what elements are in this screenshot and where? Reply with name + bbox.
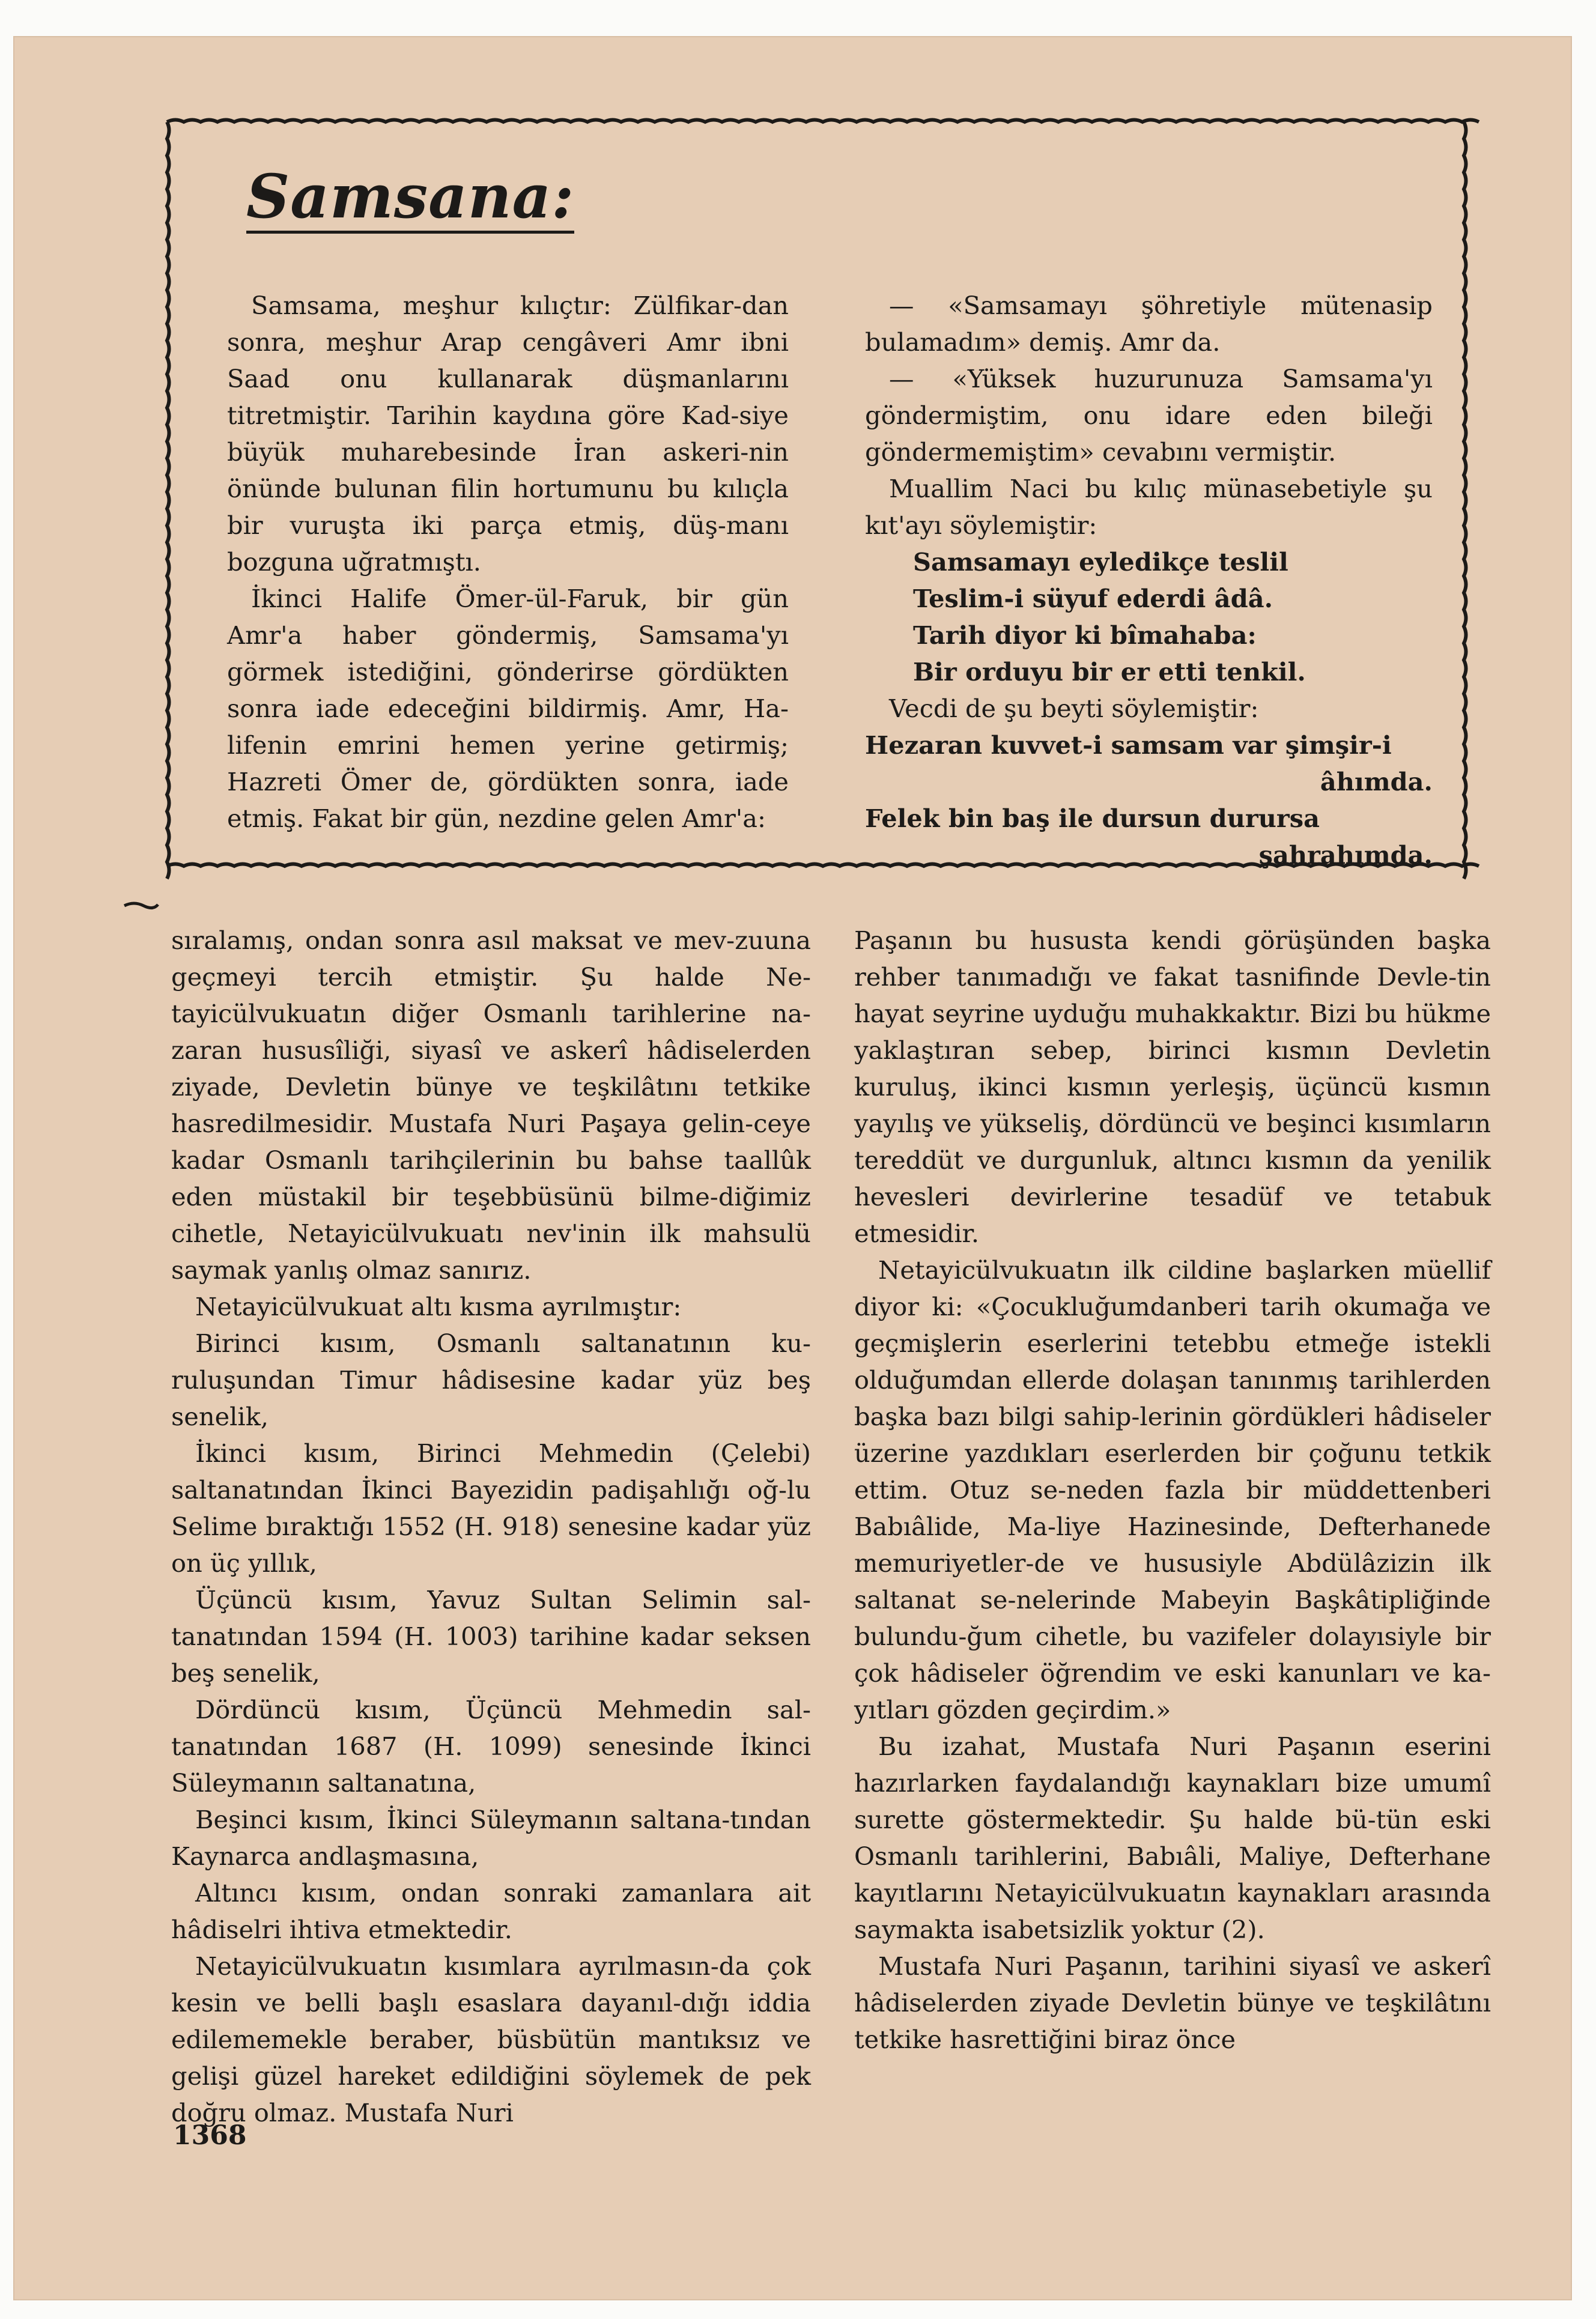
article-paragraph: Dördüncü kısım, Üçüncü Mehmedin sal-tanatından 1687 (H. 1099) senesinde İkinci Süleymanın saltanatına, (171, 1695, 811, 1798)
poem-line: Bir orduyu bir er etti tenkil. (913, 657, 1306, 687)
box-paragraph: — «Samsamayı şöhretiyle mütenasip bulamadım» demiş. Amr da. (865, 291, 1433, 357)
box-paragraph: İkinci Halife Ömer-ül-Faruk, bir gün Amr'a haber göndermiş, Samsama'yı görmek istediğini, gönderirse gördükten sonra iade edeceğini bildirmiş. Amr, Ha-lifenin emrini hemen yerine getirmiş; Hazreti Ömer de, gördükten sonra, iade etmiş. Fakat bir gün, nezdine gelen Amr'a: (227, 584, 789, 833)
box-paragraph: Vecdi de şu beyti söylemiştir: (889, 694, 1259, 723)
article-paragraph: Mustafa Nuri Paşanın, tarihini siyasî ve askerî hâdiselerden ziyade Devletin bünye ve teşkilâtını tetkike hasrettiğini biraz önce (854, 1951, 1491, 2054)
poem-line: Tarih diyor ki bîmahaba: (913, 620, 1257, 650)
poem-line: Felek bin baş ile dursun durursa (865, 804, 1320, 833)
box-title: Samsana: (246, 165, 574, 234)
article-paragraph: İkinci kısım, Birinci Mehmedin (Çelebi) saltanatından İkinci Bayezidin padişahlığı oğ-lu Selime bıraktığı 1552 (H. 918) senesine kadar yüz on üç yıllık, (171, 1438, 811, 1578)
article-paragraph: Netayicülvukuat altı kısma ayrılmıştır: (195, 1292, 682, 1321)
article-paragraph: Netayicülvukuatın ilk cildine başlarken müellif diyor ki: «Çocukluğumdanberi tarih okumağa ve geçmişlerin eserlerini tetebbu etmeğe istekli olduğumdan ellerde dolaşan tanınmış tarihlerden başka bazı bilgi sahip-lerinin gördükleri hâdiseler üzerine yazdıkları eserlerden bir çoğunu tetkik ettim. Otuz se-neden fazla bir müddettenberi Babıâlide, Ma-liye Hazinesinde, Defterhanede memuriyetler-de ve hususiyle Abdülâzizin ilk saltanat se-nelerinde Mabeyin Başkâtipliğinde bulundu-ğum cihetle, bu vazifeler dolayısiyle bir çok hâdiseler öğrendim ve eski kanunları ve ka-yıtları gözden geçirdim.» (854, 1255, 1491, 1724)
article-paragraph: Beşinci kısım, İkinci Süleymanın saltana-tından Kaynarca andlaşmasına, (171, 1805, 811, 1871)
article-paragraph: Netayicülvukuatın kısımlara ayrılmasın-da çok kesin ve belli başlı esaslara dayanıl-dığı iddia edilememekle beraber, büsbütün mantıksız ve gelişi güzel hareket edildiğini söylemek de pek doğru olmaz. Mustafa Nuri (171, 1951, 811, 2127)
box-left-column (227, 287, 789, 837)
article-left-column (171, 922, 811, 2131)
article-paragraph: Birinci kısım, Osmanlı saltanatının ku-ruluşundan Timur hâdisesine kadar yüz beş senelik, (171, 1329, 811, 1431)
poem-line: Teslim-i süyuf ederdi âdâ. (913, 584, 1273, 613)
decorative-mark (123, 901, 159, 913)
article-right-column (854, 922, 1491, 2058)
box-right-column (865, 287, 1433, 873)
box-paragraph: Samsama, meşhur kılıçtır: Zülfikar-dan sonra, meşhur Arap cengâveri Amr ibni Saad onu kullanarak düşmanlarını titretmiştir. Tarihin kaydına göre Kad-siye büyük muharebesinde İran askeri-nin önünde bulunan filin hortumunu bu kılıçla bir vuruşta iki parça etmiş, düş-manı bozguna uğratmıştı. (227, 291, 789, 577)
poem-line: Hezaran kuvvet-i samsam var şimşir-i (865, 730, 1392, 760)
article-paragraph: sıralamış, ondan sonra asıl maksat ve mev-zuuna geçmeyi tercih etmiştir. Şu halde Ne-tayicülvukuatın diğer Osmanlı tarihlerine na-zaran hususîliği, siyasî ve askerî hâdiselerden ziyade, Devletin bünye ve teşkilâtını tetkike hasredilmesidir. Mustafa Nuri Paşaya gelin-ceye kadar Osmanlı tarihçilerinin bu bahse taallûk eden müstakil bir teşebbüsünü bilme-diğimiz cihetle, Netayicülvukuatı nev'inin ilk mahsulü saymak yanlış olmaz sanırız. (171, 926, 811, 1285)
poem-line: âhımda. (1320, 767, 1433, 796)
page-number: 1368 (173, 2120, 247, 2151)
article-paragraph: Paşanın bu hususta kendi görüşünden başka rehber tanımadığı ve fakat tasnifinde Devle-tin hayat seyrine uyduğu muhakkaktır. Bizi bu hükme yaklaştıran sebep, birinci kısmın Devletin kuruluş, ikinci kısmın yerleşiş, üçüncü kısmın yayılış ve yükseliş, dördüncü ve beşinci kısımların tereddüt ve durgunluk, altıncı kısmın da yenilik hevesleri devirlerine tesadüf ve tetabuk etmesidir. (854, 926, 1491, 1248)
article-paragraph: Üçüncü kısım, Yavuz Sultan Selimin sal-tanatından 1594 (H. 1003) tarihine kadar seksen beş senelik, (171, 1585, 811, 1688)
poem-line: Samsamayı eyledikçe teslil (913, 547, 1288, 577)
box-paragraph: Muallim Naci bu kılıç münasebetiyle şu kıt'ayı söylemiştir: (865, 474, 1433, 540)
article-paragraph: Bu izahat, Mustafa Nuri Paşanın eserini hazırlarken faydalandığı kaynakları bize umumî surette göstermektedir. Şu halde bü-tün eski Osmanlı tarihlerini, Babıâli, Maliye, Defterhane kayıtlarını Netayicülvukuatın kaynakları arasında saymakta isabetsizlik yoktur (2). (854, 1732, 1491, 1944)
article-paragraph: Altıncı kısım, ondan sonraki zamanlara ait hâdiselri ihtiva etmektedir. (171, 1878, 811, 1944)
box-paragraph: — «Yüksek huzurunuza Samsama'yı göndermiştim, onu idare eden bileği göndermemiştim» cevabını vermiştir. (865, 364, 1433, 467)
poem-line: şahrahımda. (1258, 840, 1433, 870)
